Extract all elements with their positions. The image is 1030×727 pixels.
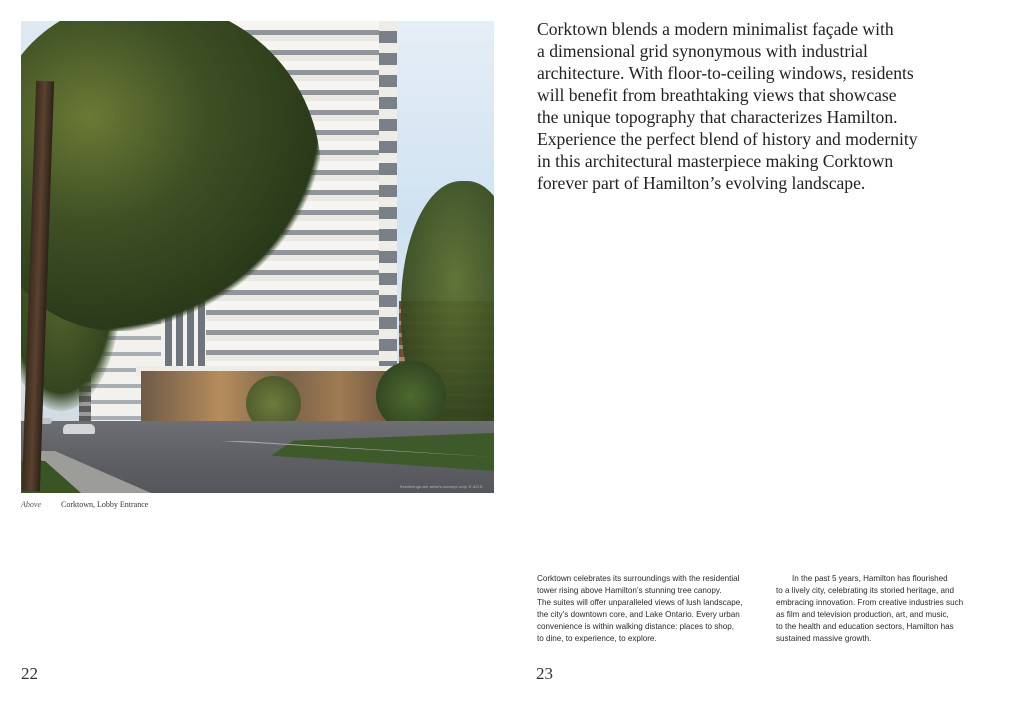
tower-edge [379,21,397,401]
body-line: sustained massive growth. [776,634,872,644]
page-number-right: 23 [536,664,553,683]
lead-line: in this architectural masterpiece making Corktown [537,151,894,171]
body-line: to the health and education sectors, Hamilton has [776,622,954,632]
body-line: the city’s downtown core, and Lake Ontario. Every urban [537,610,740,620]
body-line: as film and television production, art, and music, [776,610,949,620]
body-line: In the past 5 years, Hamilton has flourished [792,574,948,583]
lead-line: forever part of Hamilton’s evolving landscape. [537,173,866,193]
body-column-2 [776,573,1016,646]
car [63,424,95,434]
body-line: The suites will offer unparalleled views of lush landscape, [537,598,743,608]
lead-line: a dimensional grid synonymous with industrial [537,41,868,61]
lead-line: Corktown blends a modern minimalist façade with [537,19,894,39]
caption-title: Corktown, Lobby Entrance [61,500,149,509]
caption-lead: Above [21,500,41,509]
lead-line: Experience the perfect blend of history and modernity [537,129,918,149]
body-column-1 [537,573,777,646]
body-line: to a lively city, celebrating its storied heritage, and [776,586,955,596]
body-line: embracing innovation. From creative industries such [776,598,964,608]
lead-paragraph [537,18,957,194]
photo-caption [21,500,148,509]
body-line: Corktown celebrates its surroundings with the residential [537,574,740,583]
body-line: to dine, to experience, to explore. [537,634,657,644]
body-line: tower rising above Hamilton’s stunning tree canopy. [537,586,722,596]
lead-line: architecture. With floor-to-ceiling windows, residents [537,63,914,83]
lead-line: the unique topography that characterizes Hamilton. [537,107,898,127]
body-line: convenience is within walking distance: places to shop, [537,622,735,632]
rendering-disclaimer: Renderings are artist's concept only. E.&O.E. [399,484,484,489]
page-number-left: 22 [21,664,38,683]
lead-line: will benefit from breathtaking views that showcase [537,85,897,105]
building-rendering-photo [21,21,494,493]
